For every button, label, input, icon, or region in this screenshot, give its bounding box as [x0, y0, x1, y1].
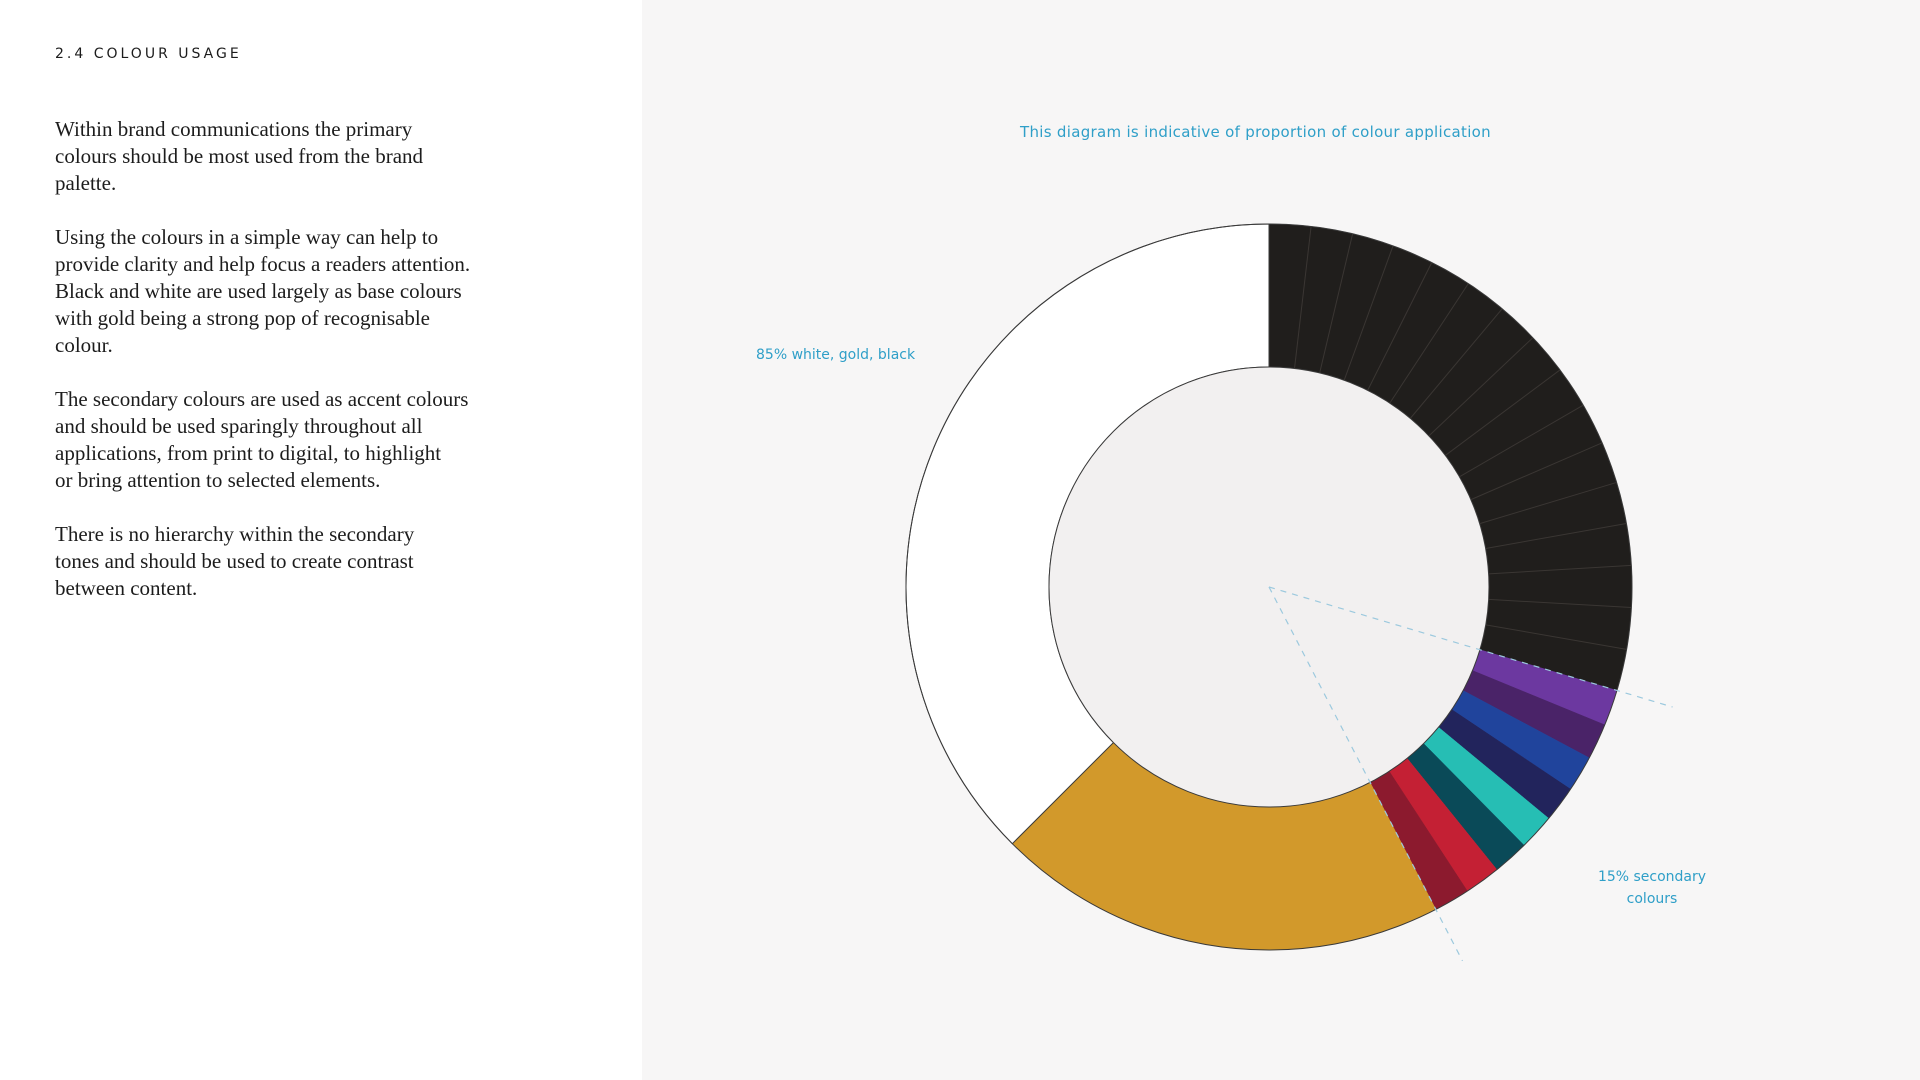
paragraph-secondary-colours: The secondary colours are used as accent colours and should be used sparingly throughout all applications, from print to digital, to highlight or bring attention to selected elements. [55, 387, 469, 492]
paragraph-simple-usage: Using the colours in a simple way can help to provide clarity and help focus a readers attention. Black and white are used largely as base colours with gold being a strong pop of recognisable colour. [55, 225, 471, 357]
paragraph-primary-colours: Within brand communications the primary colours should be most used from the brand palette. [55, 117, 424, 195]
annotation-secondary: 15% secondary colours [1597, 869, 1707, 907]
annotation-primary: 85% white, gold, black [756, 347, 916, 363]
section-heading: 2.4 COLOUR USAGE [55, 46, 242, 62]
chart-title: This diagram is indicative of proportion of colour application [1020, 123, 1491, 141]
paragraph-no-hierarchy: There is no hierarchy within the secondary tones and should be used to create contrast between content. [55, 522, 415, 600]
